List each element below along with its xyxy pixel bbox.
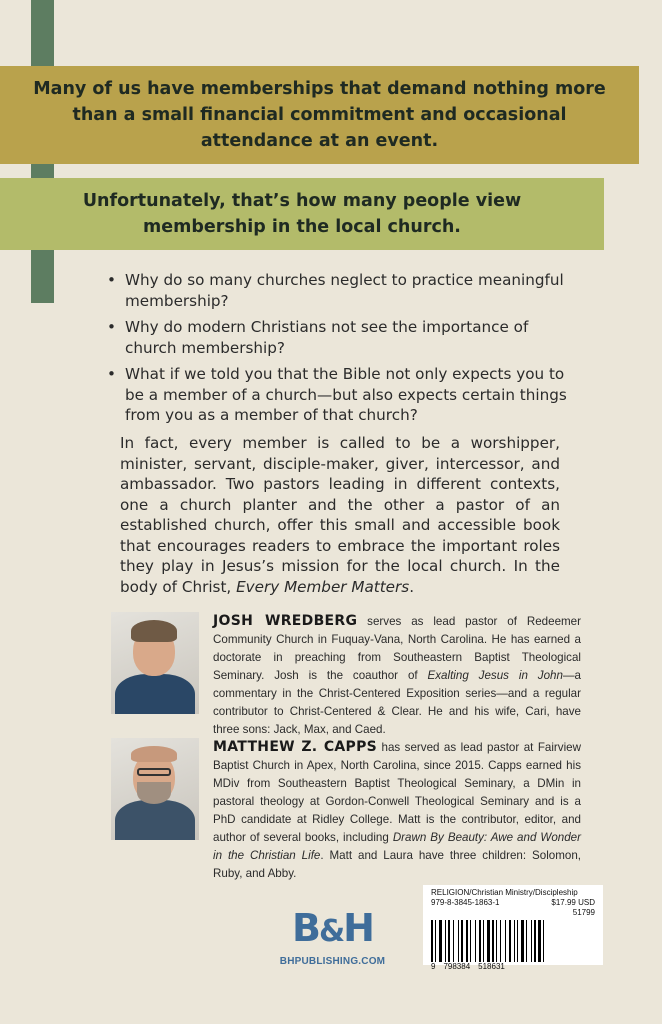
bio-text: has served as lead pastor at Fairview Baptist Church in Apex, North Carolina, since 2015. Capps earned his MDiv from Southeastern Baptist Theological Seminary, a DMin in pastoral theology at Gordon-Conwell Theological Seminary and is a PhD candidate at Ridley College. Matt is the contributor, editor, and author of several books, including <box>213 741 581 844</box>
barcode-bar <box>534 920 536 962</box>
barcode-digits-right: 518631 <box>478 962 505 971</box>
description-paragraph <box>120 433 560 597</box>
barcode-isbn: 979-8-3845-1863-1 <box>431 898 500 907</box>
headline-text-2: Unfortunately, that’s how many people view membership in the local church. <box>82 191 522 237</box>
barcode-bar <box>431 920 433 962</box>
author-bio <box>213 738 581 883</box>
barcode-bar <box>475 920 476 962</box>
barcode-bar <box>531 920 532 962</box>
barcode-bar <box>439 920 442 962</box>
barcode-bar <box>514 920 515 962</box>
bh-logo-icon: B&H <box>292 906 373 950</box>
bio-book-title: Drawn By Beauty: Awe and Wonder in the Christian Life <box>213 831 581 862</box>
bullet-text: Why do modern Christians not see the importance of church membership? <box>125 318 529 357</box>
headline-band-gold <box>0 66 639 164</box>
author-bio <box>213 612 581 739</box>
headline-band-green <box>0 178 604 250</box>
book-title: Every Member Matters <box>236 577 410 596</box>
barcode-bar <box>458 920 459 962</box>
barcode-price-code: 51799 <box>572 908 595 917</box>
author-photo <box>111 738 199 840</box>
description-text: In fact, every member is called to be a worshipper, minister, servant, disciple-maker, giver, intercessor, and ambassador. Two pastors leading in different contexts, one a church planter and the other a pastor of an established church, offer this small and accessible book that encourages readers to embrace the important roles they play in Jesus’s mission for the local church. In the body of Christ, <box>120 434 560 596</box>
barcode-bar <box>487 920 490 962</box>
barcode-bar <box>526 920 527 962</box>
barcode-category: RELIGION/Christian Ministry/Discipleship <box>431 888 578 897</box>
barcode-bar <box>496 920 497 962</box>
publisher-url: BHPUBLISHING.COM <box>279 956 386 967</box>
bullet-icon: • <box>107 318 116 336</box>
publisher-logo <box>270 908 395 967</box>
barcode-bar <box>445 920 446 962</box>
barcode-bar <box>448 920 450 962</box>
barcode-bar <box>435 920 436 962</box>
barcode-digit-lead: 9 <box>431 962 436 971</box>
barcode-bar <box>479 920 481 962</box>
bio-book-title: Exalting Jesus in John <box>427 669 563 682</box>
bullet-icon: • <box>107 271 116 289</box>
barcode-label <box>423 885 603 971</box>
question-list <box>105 270 575 432</box>
barcode-bar <box>483 920 484 962</box>
barcode-bar <box>492 920 494 962</box>
author-name: JOSH WREDBERG <box>213 613 358 629</box>
barcode-bar <box>509 920 511 962</box>
barcode-bar <box>543 920 544 962</box>
barcode-bar <box>470 920 471 962</box>
bullet-text: Why do so many churches neglect to practice meaningful membership? <box>125 271 564 310</box>
list-item <box>105 364 575 426</box>
bio-text-end: . Matt and Laura have three children: Solomon, Ruby, and Abby. <box>213 849 581 880</box>
barcode-bar <box>461 920 463 962</box>
list-item <box>105 270 575 311</box>
author-block-capps <box>111 738 581 883</box>
barcode-bar <box>521 920 524 962</box>
bio-text: serves as lead pastor of Redeemer Community Church in Fuquay-Vana, North Carolina. He has earned a doctorate in preaching from Southeastern Baptist Theological Seminary. Josh is the coauthor of <box>213 615 581 682</box>
barcode-icon <box>431 920 595 962</box>
bio-text-end: —a commentary in the Christ-Centered Exposition series—and a regular contributor to Christ-Centered & Clear. He and his wife, Cari, have three sons: Jack, Max, and Caed. <box>213 669 581 736</box>
barcode-bar <box>500 920 501 962</box>
description-end: . <box>409 577 415 596</box>
barcode-digits-left: 798384 <box>443 962 471 971</box>
barcode-bar <box>505 920 506 962</box>
bullet-icon: • <box>107 365 116 383</box>
headline-text-1: Many of us have memberships that demand nothing more than a small financial commitment and occasional attendance at an event. <box>33 79 606 151</box>
list-item <box>105 317 575 358</box>
author-photo <box>111 612 199 714</box>
author-name: MATTHEW Z. CAPPS <box>213 739 378 755</box>
barcode-bar <box>453 920 454 962</box>
barcode-price: $17.99 USD <box>551 898 595 907</box>
barcode-bar <box>517 920 518 962</box>
bullet-text: What if we told you that the Bible not only expects you to be a member of a church—but also expects certain things from you as a member of that church? <box>125 365 567 424</box>
barcode-bar <box>466 920 468 962</box>
author-block-wredberg <box>111 612 581 739</box>
barcode-bar <box>538 920 541 962</box>
